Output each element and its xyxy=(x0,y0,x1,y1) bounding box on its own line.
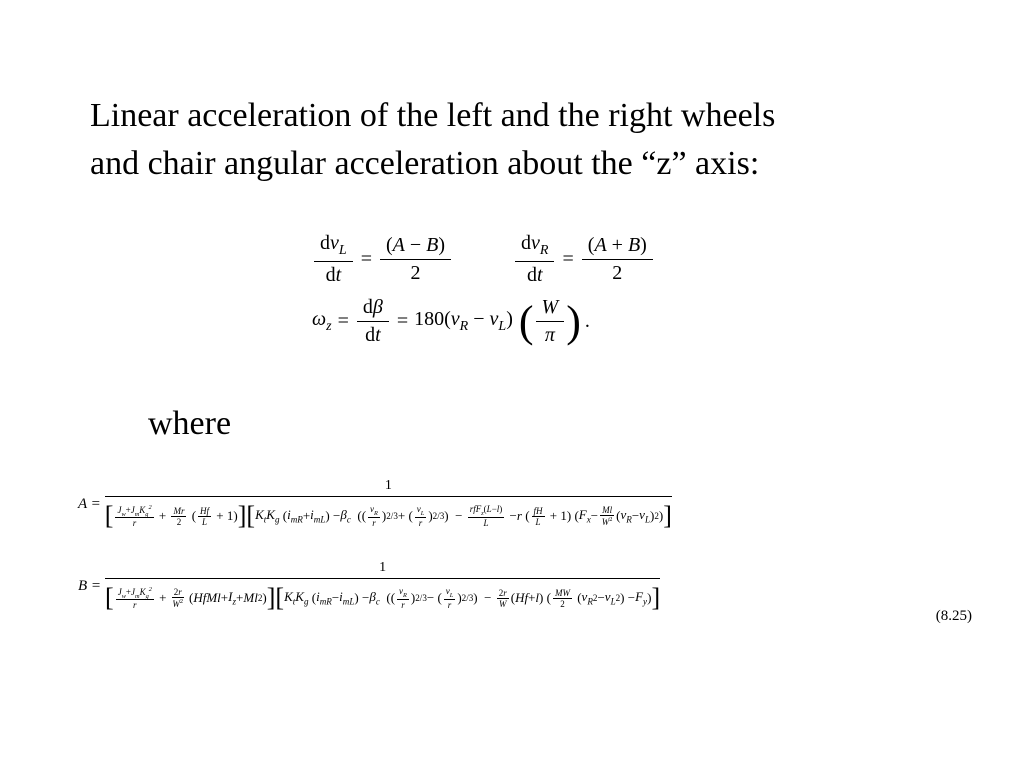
equation-number: (8.25) xyxy=(935,608,972,624)
equation-wheel-accelerations: $\frac{dv_L}{dt}$ = $\frac{(A - B)}{2}$ $\frac{dv_R}{dt}$ = $\frac{(A + B)}{2}$ xyxy=(312,232,655,287)
b-numerator: 1 xyxy=(379,560,387,575)
equation-b: B = 1 [ $J_w+J_mK_g^2$ r + 2r $W^2$ ( HfMl + $I_z$ + Ml 2 ) ] [ $K_tK_g$ ( $i_{mR}$ − $i_{mL}$ ) − $\beta_c$ (( $v_R$ r ) 2/3 − ( $v_L$ r ) 2/3 ) − 2r W ( Hf + l ) ( MW 2 ( $v_R$ 2 − $v_L$ 2 ) − $F_y$ ) ] xyxy=(78,560,661,612)
heading-text xyxy=(90,92,990,188)
heading-line-2: and chair angular acceleration about the “z” axis: xyxy=(90,145,760,182)
heading-line-1: Linear acceleration of the left and the right wheels xyxy=(90,97,776,134)
equation-a: A = 1 [ $J_w+J_mK_g^2$ r + Mr 2 ( Hf L + 1) ] [ $K_tK_g$ ( $i_{mR}$ + $i_{mL}$ ) − $\beta_c$ (( $v_R$ r ) 2/3 + ( $v_L$ r ) 2/3 ) − rfF$_z$(L−l) L − r ( fH L + 1) ( $F_x$ − Ml $W^2$ ( $v_R$ − $v_L$ ) 2 ) ] xyxy=(78,478,672,530)
where-label: where xyxy=(148,405,232,442)
a-minus-b-over-2: $\frac{(A - B)}{2}$ xyxy=(380,234,451,285)
w-over-pi: $\frac{W}{\pi}$ xyxy=(536,296,565,347)
equation-angular-acceleration: $\omega_z$ = $\frac{d\beta}{dt}$ = $180(v_R - v_L)$ ( $\frac{W}{\pi}$ ) . xyxy=(312,296,590,346)
a-plus-b-over-2: $\frac{(A + B)}{2}$ xyxy=(582,234,653,285)
dvr-dt-fraction: $\frac{dv_R}{dt}$ xyxy=(515,232,554,287)
dvl-dt-fraction: $\frac{dv_L}{dt}$ xyxy=(314,232,353,287)
dbeta-dt-fraction: $\frac{d\beta}{dt}$ xyxy=(357,296,389,347)
a-numerator: 1 xyxy=(384,478,392,493)
b-label: B = xyxy=(78,578,102,594)
a-label: A = xyxy=(78,496,101,512)
